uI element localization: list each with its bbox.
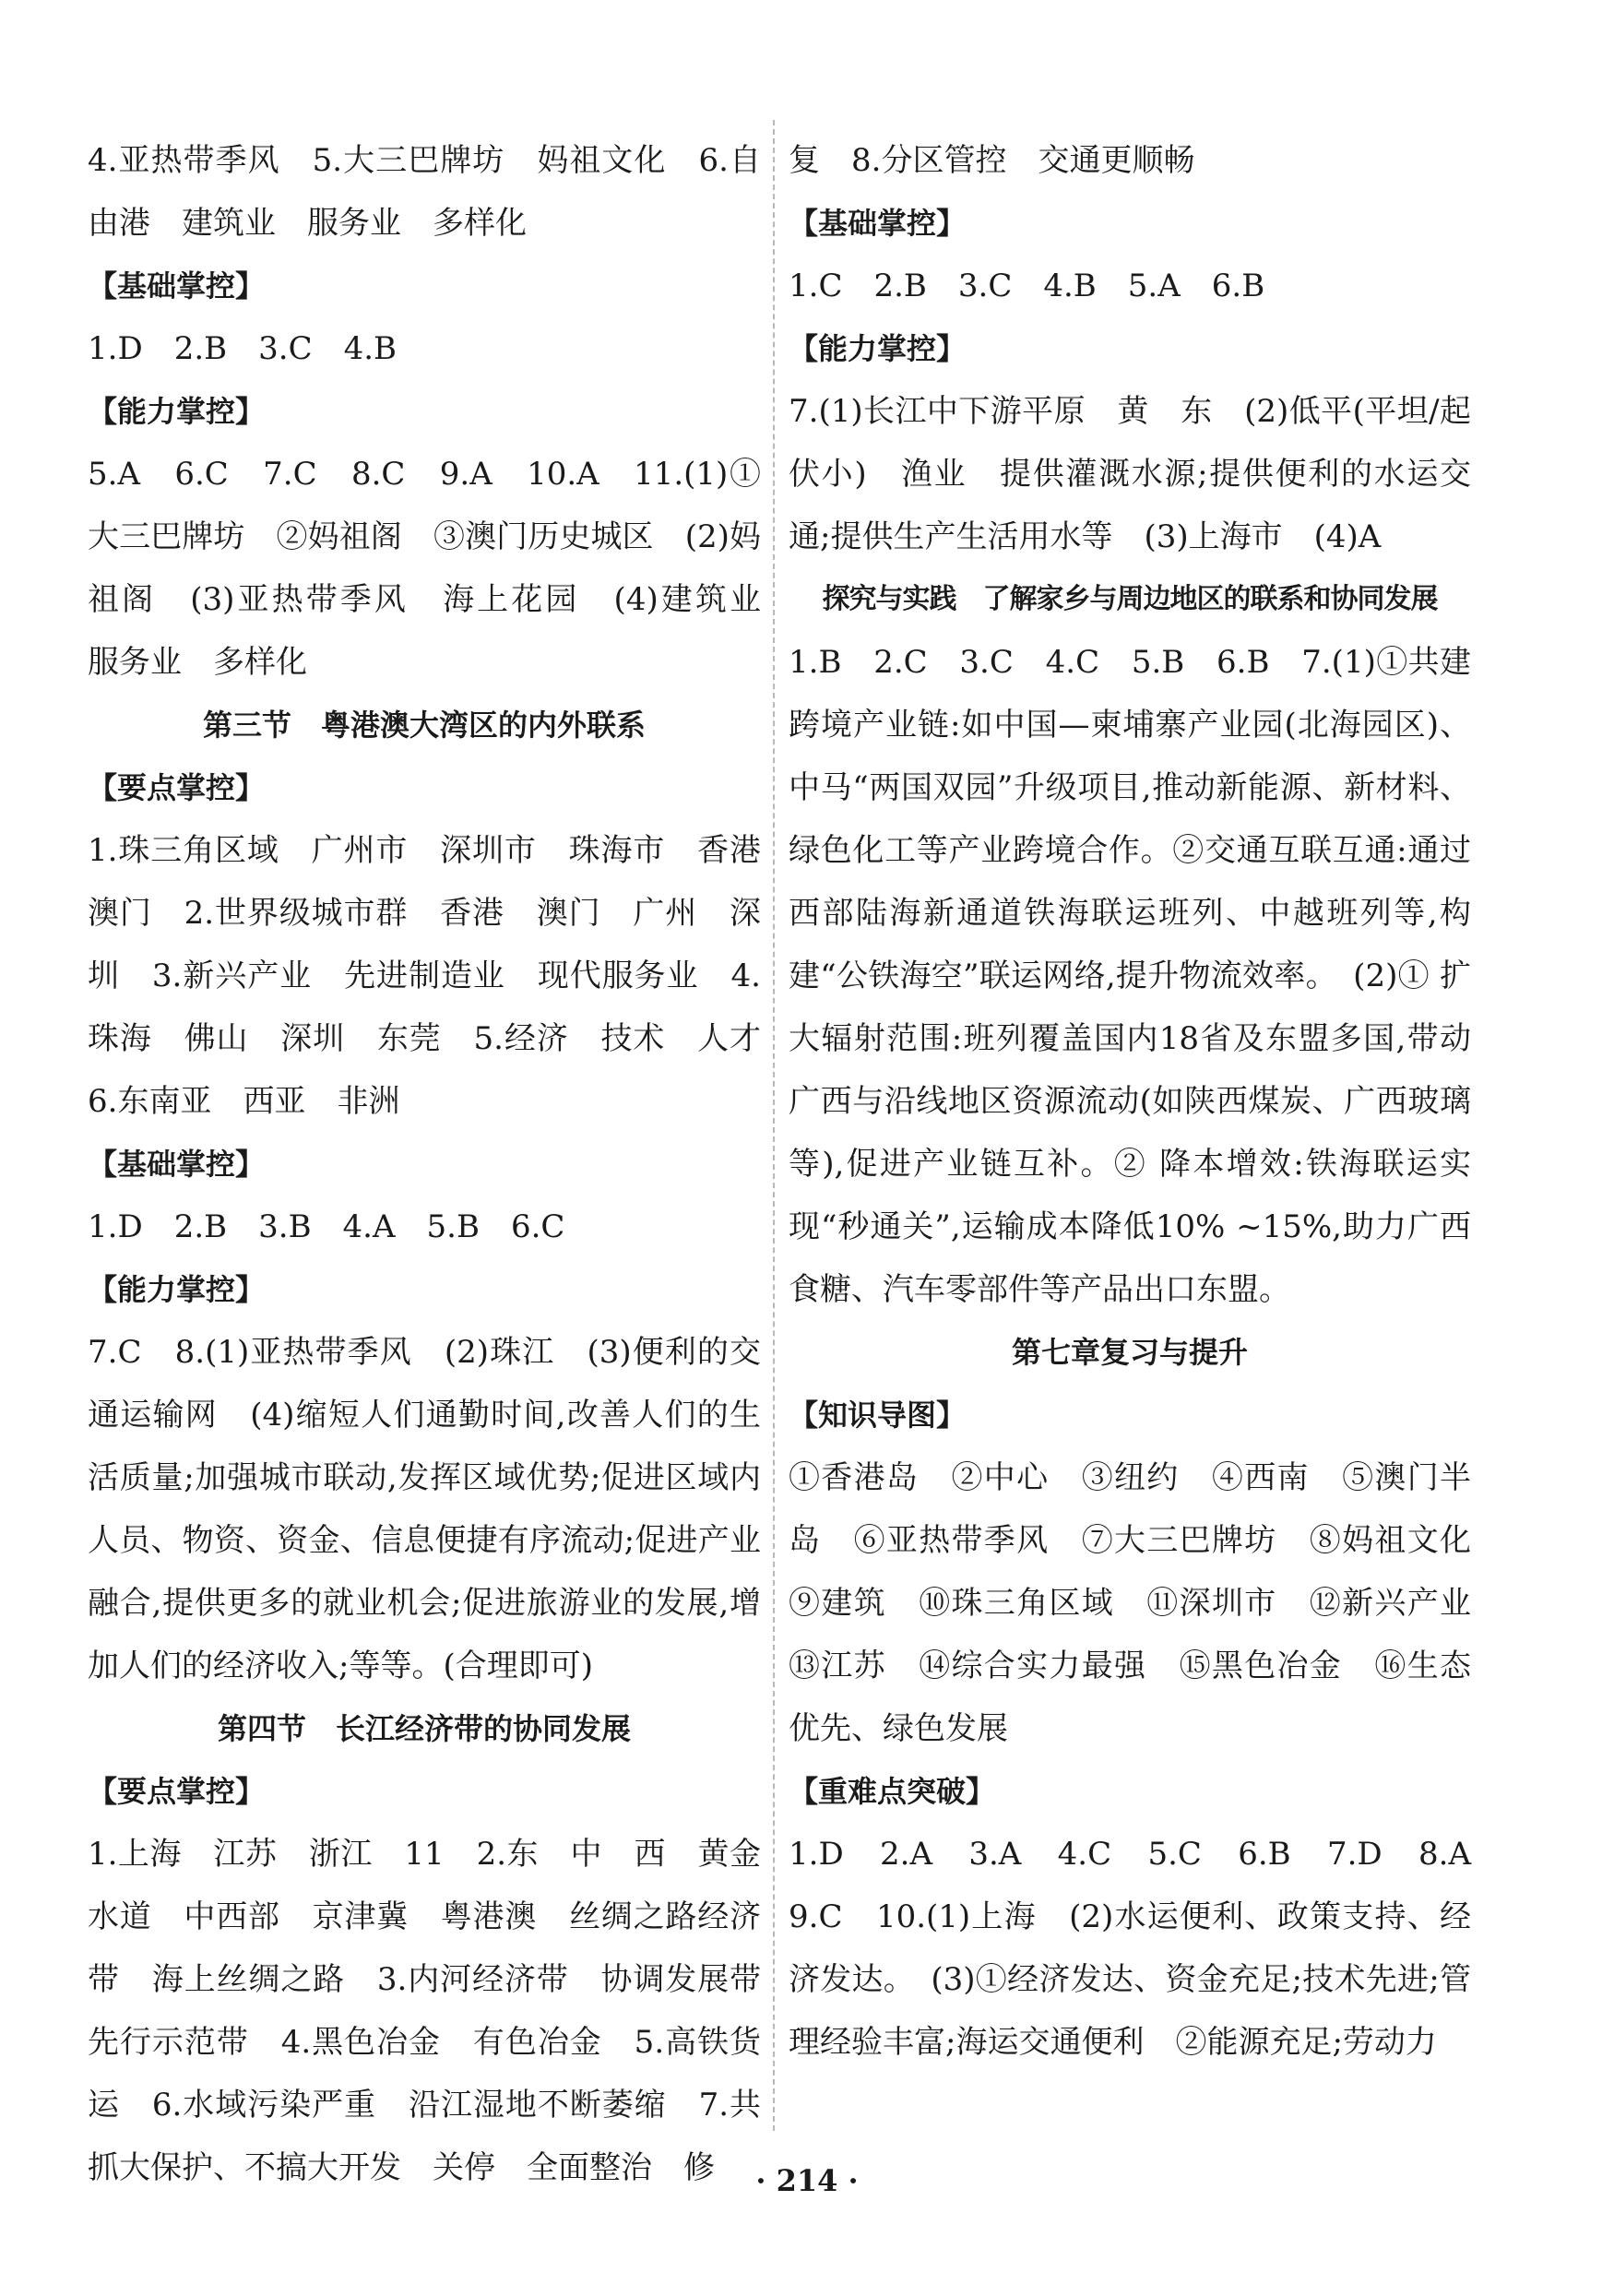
column-divider — [773, 120, 775, 2131]
section-tag-basic: 【基础掌控】 — [789, 206, 967, 241]
section-tag-basic: 【基础掌控】 — [88, 1147, 266, 1182]
section-heading: 第四节 长江经济带的协同发展 — [217, 1711, 631, 1746]
answer-paragraph: 1.珠三角区域 广州市 深圳市 珠海市 香港 澳门 2.世界级城市群 香港 澳门 广州 深圳 3.新兴产业 先进制造业 现代服务业 4.珠海 佛山 深圳 东莞 5.经济 技术 人才 6.东南亚 西亚 非洲 — [88, 832, 792, 1120]
answer-paragraph: 1.B 2.C 3.C 4.C 5.B 6.B 7.(1)①共建跨境产业链:如中国—柬埔寨产业园(北海园区)、中马“两国双园”升级项目,推动新能源、新材料、绿色化工等产业跨境合作。②交通互联互通:通过西部陆海新通道铁海联运班列、中越班列等,构建“公铁海空”联运网络,提升物流效率。 (2)① 扩大辐射范围:班列覆盖国内18省及东盟多国,带动广西与沿线地区资源流动(如陕西煤炭、广西玻璃等),促进产业链互补。② 降本增效:铁海联运实现“秒通关”,运输成本降低10% ~15%,助力广西食糖、汽车零部件等产品出口东盟。 — [789, 644, 1471, 1308]
section-heading: 第七章复习与提升 — [1011, 1335, 1248, 1370]
answer-paragraph: 1.C 2.B 3.C 4.B 5.A 6.B — [789, 268, 1265, 304]
section-tag-knowledge-map: 【知识导图】 — [789, 1398, 967, 1433]
answer-paragraph: 复 8.分区管控 交通更顺畅 — [789, 142, 1195, 179]
answer-paragraph: 5.A 6.C 7.C 8.C 9.A 10.A 11.(1)①大三巴牌坊 ②妈祖阁 ③澳门历史城区 (2)妈祖阁 (3)亚热带季风 海上花园 (4)建筑业 服务业 多样化 — [88, 456, 792, 681]
section-tag-key-difficulties: 【重难点突破】 — [789, 1774, 996, 1809]
section-tag-key-points: 【要点掌控】 — [88, 770, 266, 805]
answer-paragraph: 7.C 8.(1)亚热带季风 (2)珠江 (3)便利的交通运输网 (4)缩短人们通勤时间,改善人们的生活质量;加强城市联动,发挥区域优势;促进区域内人员、物资、资金、信息便捷有序流动;促进产业融合,提供更多的就业机会;促进旅游业的发展,增加人们的经济收入;等等。(合理即可) — [88, 1334, 761, 1684]
answer-paragraph: 1.上海 江苏 浙江 11 2.东 中 西 黄金水道 中西部 京津冀 粤港澳 丝绸之路经济带 海上丝绸之路 3.内河经济带 协调发展带 先行示范带 4.黑色冶金 有色冶金 5.高铁货运 6.水域污染严重 沿江湿地不断萎缩 7.共抓大保护、不搞大开发 关停 全面整治 修 — [88, 1836, 792, 2186]
section-tag-basic: 【基础掌控】 — [88, 268, 266, 303]
section-tag-ability: 【能力掌控】 — [88, 1272, 266, 1307]
left-column — [88, 129, 792, 2199]
answer-paragraph: ①香港岛 ②中心 ③纽约 ④西南 ⑤澳门半岛 ⑥亚热带季风 ⑦大三巴牌坊 ⑧妈祖文化 ⑨建筑 ⑩珠三角区域 ⑪深圳市 ⑫新兴产业 ⑬江苏 ⑭综合实力最强 ⑮黑色冶金 ⑯生态优先、绿色发展 — [789, 1459, 1502, 1747]
answer-paragraph: 7.(1)长江中下游平原 黄 东 (2)低平(平坦/起伏小) 渔业 提供灌溉水源;提供便利的水运交通;提供生产生活用水等 (3)上海市 (4)A — [789, 393, 1471, 555]
section-tag-ability: 【能力掌控】 — [789, 331, 967, 366]
answer-paragraph: 1.D 2.A 3.A 4.C 5.C 6.B 7.D 8.A 9.C 10.(1)上海 (2)水运便利、政策支持、经济发达。 (3)①经济发达、资金充足;技术先进;管理经验丰富;海运交通便利 ②能源充足;劳动力 — [789, 1836, 1502, 2061]
answer-paragraph: 1.D 2.B 3.B 4.A 5.B 6.C — [88, 1208, 565, 1245]
page-number: · 214 · — [755, 2163, 859, 2198]
section-heading: 第三节 粤港澳大湾区的内外联系 — [202, 708, 646, 743]
answer-paragraph: 4.亚热带季风 5.大三巴牌坊 妈祖文化 6.自由港 建筑业 服务业 多样化 — [88, 142, 761, 242]
section-heading: 探究与实践 了解家乡与周边地区的联系和协同发展 — [822, 583, 1438, 615]
section-tag-key-points: 【要点掌控】 — [88, 1774, 266, 1809]
answer-paragraph: 1.D 2.B 3.C 4.B — [88, 330, 398, 367]
right-column — [789, 129, 1502, 2074]
section-tag-ability: 【能力掌控】 — [88, 394, 266, 429]
